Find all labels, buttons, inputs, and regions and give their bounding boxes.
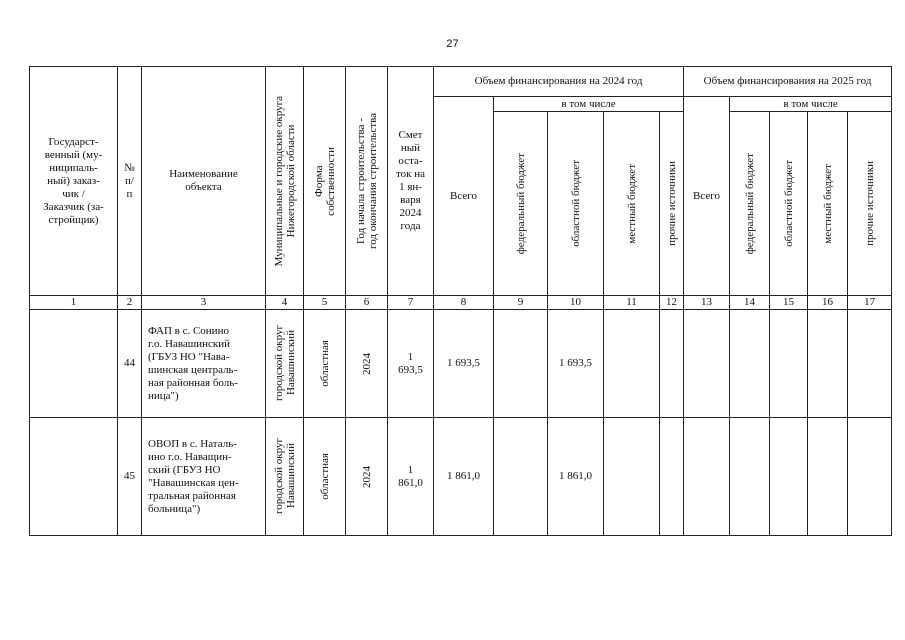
- column-number: 16: [808, 296, 848, 310]
- header-including-2024: в том числе: [494, 97, 684, 112]
- cell-num: 45: [118, 418, 142, 536]
- column-number: 10: [548, 296, 604, 310]
- header-balance: Смет ный оста- ток на 1 ян- варя 2024 года: [388, 67, 434, 296]
- cell-federal-2025: [730, 418, 770, 536]
- header-years: Год начала строительства - год окончания строительства: [346, 67, 388, 296]
- cell-municipality: городской округ Навашинский: [266, 310, 304, 418]
- cell-balance: 1 693,5: [388, 310, 434, 418]
- cell-federal-2025: [730, 310, 770, 418]
- cell-regional-2024: 1 693,5: [548, 310, 604, 418]
- header-name: Наименование объекта: [142, 67, 266, 296]
- cell-num: 44: [118, 310, 142, 418]
- column-number: 3: [142, 296, 266, 310]
- cell-other-2025: [848, 418, 892, 536]
- header-federal-2024: федеральный бюджет: [494, 112, 548, 296]
- header-local-2025: местный бюджет: [808, 112, 848, 296]
- column-number: 8: [434, 296, 494, 310]
- cell-municipality: городской округ Навашинский: [266, 418, 304, 536]
- cell-local-2025: [808, 310, 848, 418]
- header-including-2025: в том числе: [730, 97, 892, 112]
- header-regional-2025: областной бюджет: [770, 112, 808, 296]
- cell-total-2025: [684, 310, 730, 418]
- column-number: 2: [118, 296, 142, 310]
- cell-balance: 1 861,0: [388, 418, 434, 536]
- header-total-2025: Всего: [684, 97, 730, 296]
- header-other-2024: прочие источники: [660, 112, 684, 296]
- column-number: 7: [388, 296, 434, 310]
- header-total-2024: Всего: [434, 97, 494, 296]
- column-number: 12: [660, 296, 684, 310]
- cell-regional-2025: [770, 310, 808, 418]
- column-number: 17: [848, 296, 892, 310]
- cell-local-2024: [604, 310, 660, 418]
- column-number: 13: [684, 296, 730, 310]
- cell-regional-2025: [770, 418, 808, 536]
- cell-total-2024: 1 693,5: [434, 310, 494, 418]
- cell-other-2024: [660, 418, 684, 536]
- header-fin-2025: Объем финансирования на 2025 год: [684, 67, 892, 97]
- cell-name: ФАП в с. Сонино г.о. Навашинский (ГБУЗ НО "Нава- шинская централь- ная районная боль- ница"): [142, 310, 266, 418]
- cell-federal-2024: [494, 418, 548, 536]
- header-other-2025: прочие источники: [848, 112, 892, 296]
- cell-other-2024: [660, 310, 684, 418]
- header-fin-2024: Объем финансирования на 2024 год: [434, 67, 684, 97]
- cell-other-2025: [848, 310, 892, 418]
- cell-customer: [30, 418, 118, 536]
- cell-name: ОВОП в с. Наталь- ино г.о. Наващин- ский (ГБУЗ НО "Навашинская цен- тральная районная больница"): [142, 418, 266, 536]
- column-number: 4: [266, 296, 304, 310]
- column-number: 5: [304, 296, 346, 310]
- cell-regional-2024: 1 861,0: [548, 418, 604, 536]
- header-regional-2024: областной бюджет: [548, 112, 604, 296]
- page-number: 27: [446, 38, 459, 50]
- cell-ownership: областная: [304, 418, 346, 536]
- cell-years: 2024: [346, 310, 388, 418]
- cell-total-2024: 1 861,0: [434, 418, 494, 536]
- column-number: 6: [346, 296, 388, 310]
- cell-total-2025: [684, 418, 730, 536]
- table-row: [30, 418, 892, 536]
- header-federal-2025: федеральный бюджет: [730, 112, 770, 296]
- cell-years: 2024: [346, 418, 388, 536]
- cell-local-2024: [604, 418, 660, 536]
- column-number: 9: [494, 296, 548, 310]
- column-number: 1: [30, 296, 118, 310]
- financing-table: [29, 66, 892, 536]
- cell-ownership: областная: [304, 310, 346, 418]
- header-ownership: Форма собственности: [304, 67, 346, 296]
- header-customer: Государст- венный (му- ниципаль- ный) заказ- чик / Заказчик (за- стройщик): [30, 67, 118, 296]
- header-num: № п/ п: [118, 67, 142, 296]
- table-row: [30, 310, 892, 418]
- column-number-row: [30, 296, 892, 310]
- header-municipality: Муниципальные и городские округа Нижегородской области: [266, 67, 304, 296]
- column-number: 15: [770, 296, 808, 310]
- column-number: 11: [604, 296, 660, 310]
- header-local-2024: местный бюджет: [604, 112, 660, 296]
- cell-federal-2024: [494, 310, 548, 418]
- cell-customer: [30, 310, 118, 418]
- cell-local-2025: [808, 418, 848, 536]
- column-number: 14: [730, 296, 770, 310]
